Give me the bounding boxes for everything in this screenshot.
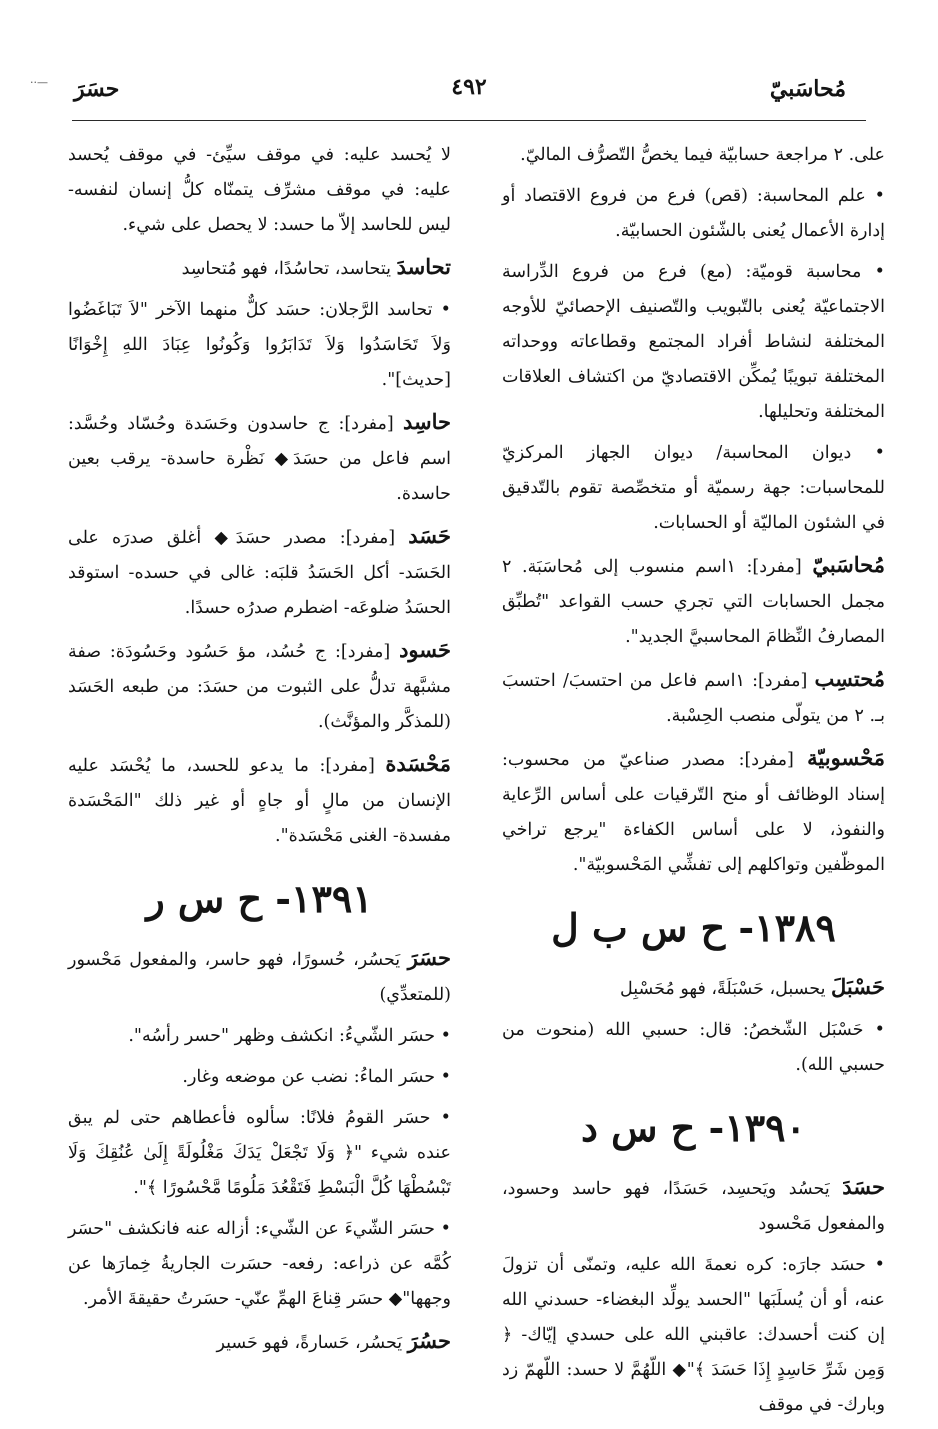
header-right-guide-word: مُحاسَبيّ (769, 76, 846, 102)
entry-headword: حسُرَ (407, 1328, 451, 1353)
entry-definition: [مفرد]: مصدر صناعيّ من محسوب: إسناد الوظائف أو منح التّرقيات على أساس الرِّعاية والنفوذ، لا على أساس الكفاءة "يرجع تراخي الموظّفين وتواكلهم إلى تفشِّي المَحْسوبيّة". (502, 750, 885, 875)
dictionary-entry (68, 632, 451, 740)
entry-definition: يَحسُر، حُسورًا، فهو حاسر، والمفعول مَحْسور (للمتعدِّي) (68, 950, 451, 1005)
entry-headword: حاسِد (403, 409, 451, 434)
definition-text: • حسَر القومُ فلانًا: سألوه فأعطاهم حتى لم يبق عنده شيء "﴿ وَلَا تَجْعَلْ يَدَكَ مَغْلُولَةً إِلَىٰ عُنُقِكَ وَلَا تَبْسُطْهَا كُلَّ الْبَسْطِ فَتَقْعُدَ مَلُومًا مَّحْسُورًا ﴾". (68, 1108, 451, 1198)
dictionary-entry (502, 969, 885, 1007)
entry-definition: [مفرد]: ج حُسُد، مؤ حَسُود وحَسُودَة: صفة مشبَّهة تدلُّ على الثبوت من حسَدَ: من طبعه الحَسَد (للمذكَّر والمؤنَّث). (68, 642, 451, 732)
entry-headword: مُحتسِب (814, 666, 885, 691)
root-section-heading: ١٣٨٩- ح س ب ل (551, 905, 836, 950)
entry-definition: يَحسُر، حَسارةً، فهو حَسير (216, 1333, 408, 1353)
entry-definition: يتحاسد، تحاسُدًا، فهو مُتحاسِد (181, 259, 397, 279)
definition-text: • حسَر الماءُ: نضب عن موضعه وغار. (182, 1067, 451, 1087)
entry-headword: حَسْبَلَ (831, 974, 885, 999)
page-header (70, 58, 868, 108)
dictionary-entry (68, 518, 451, 626)
entry-definition: [مفرد]: مصدر حسَدَ◆ أغلق صدرَه على الحَسَد- أكل الحَسَدُ قلبَه: غالى في حسده- استوقد الحسَدُ ضلوعَه- اضطرم صدرُه حسدًا. (68, 528, 451, 618)
entry-headword: مَحْسوبيّة (807, 745, 885, 770)
definition-text: • تحاسد الرَّجلان: حسَد كلٌّ منهما الآخر "لاَ تَبَاغَضُوا وَلاَ تَحَاسَدُوا وَلاَ تَدَابَرُوا وَكُونُوا عِبَادَ اللهِ إِخْوَانًا [حديث]". (68, 300, 451, 390)
corner-mark: —·· (30, 76, 48, 89)
root-section-heading: ١٣٩٠- ح س د (581, 1105, 806, 1150)
definition-text: على. ٢ مراجعة حسابيّة فيما يخصُّ التّصرُّف الماليّ. (520, 145, 885, 165)
entry-definition: [مفرد]: ١اسم منسوب إلى مُحاسَبَة. ٢ مجمل الحسابات التي تجري حسب القواعد "تُطبِّق المصارفُ النِّظامَ المحاسبيَّ الجديد". (502, 557, 885, 647)
dictionary-entry (68, 249, 451, 287)
definition-text: لا يُحسد عليه: في موقف سيِّئ- في موقف يُحسد عليه: في موقف مشرِّف يتمنّاه كلُّ إنسان لنفسه- ليس للحاسد إلاّ ما حسد: لا يحصل على شيء. (68, 145, 451, 235)
entry-definition: [مفرد]: ما يدعو للحسد، ما يُحْسَد عليه الإنسان من مالٍ أو جاهٍ أو غير ذلك "المَحْسَدة مفسدة- الغنى مَحْسَدة". (68, 756, 451, 846)
entry-headword: مَحْسَدة (385, 751, 451, 776)
entry-definition: يَحسُد ويَحسِد، حَسَدًا، فهو حاسد وحسود، والمفعول مَحْسود (502, 1179, 885, 1234)
definition-text: • حَسْبَل الشّخصُ: قال: حسبي الله (منحوت من حسبي الله). (502, 1020, 885, 1075)
entry-headword: حَسود (399, 637, 451, 662)
entry-headword: تحاسدَ (396, 254, 451, 279)
definition-text: • حسَر الشّيءَ عن الشّيء: أزاله عنه فانكشف "حسَر كُمَّه عن ذراعه: رفعه- حسَرت الجاريةُ خِمارَها عن وجهها"◆ حسَر قِناعَ الهمِّ عنّي- حسَرتُ حقيقةَ الأمر. (68, 1219, 451, 1309)
dictionary-entry (502, 740, 885, 883)
definition-text: • حسَر الشّيءُ: انكشف وظهر "حسر رأسُه". (128, 1026, 451, 1046)
root-section-heading: ١٣٩١- ح س ر (146, 876, 373, 921)
entry-headword: حَسَد (408, 523, 451, 548)
definition-text: • علم المحاسبة: (قص) فرع من فروع الاقتصاد أو إدارة الأعمال يُعنى بالشّئون الحسابيّة. (502, 186, 885, 241)
entry-headword: حسَرَ (407, 945, 451, 970)
dictionary-entry (68, 746, 451, 854)
page-number: ٤٩٢ (451, 74, 487, 100)
definition-text: • محاسبة قوميّة: (مع) فرع من فروع الدِّراسة الاجتماعيّة يُعنى بالتّبويب والتّصنيف الإحصائيّ للأوجه المختلفة لنشاط أفراد المجتمع وقطاعاته ووحداته المختلفة تبويبًا يُمكِّن الاقتصاديّ من اكتشاف العلاقات المختلفة وتحليلها. (502, 262, 885, 422)
dictionary-entry (502, 661, 885, 734)
right-column (502, 138, 885, 1429)
dictionary-entry (502, 1169, 885, 1242)
entry-definition: يحسبل، حَسْبَلَةً، فهو مُحَسْبِل (619, 979, 832, 999)
dictionary-entry (502, 547, 885, 655)
header-left-guide-word: حسَرَ (74, 76, 120, 102)
entry-definition: [مفرد]: ج حاسدون وحَسَدة وحُسّاد وحُسَّد: اسم فاعل من حسَدَ◆ نَظْرة حاسدة- يرقب بعين حاسدة. (68, 414, 451, 504)
entry-headword: حسَدَ (842, 1174, 885, 1199)
definition-text: • حسَد جارَه: كره نعمةَ الله عليه، وتمنّى أن تزولَ عنه، أو أن يُسلَبَها "الحسد يولِّد البغضاء- حسدني الله إن كنت أحسدك: عاقبني الله على حسدي إيّاك- ﴿ وَمِن شَرِّ حَاسِدٍ إِذَا حَسَدَ ﴾"◆ اللّهُمَّ لا حسد: اللّهمّ زد وبارك- في موقف (502, 1255, 885, 1415)
header-rule (72, 120, 866, 121)
left-column (68, 138, 451, 1367)
dictionary-entry (68, 404, 451, 512)
dictionary-entry (68, 1323, 451, 1361)
definition-text: • ديوان المحاسبة/ ديوان الجهاز المركزيّ للمحاسبات: جهة رسميّة أو متخصِّصة تقوم بالتّدقيق في الشئون الماليّة أو الحسابات. (502, 443, 885, 533)
dictionary-entry (68, 940, 451, 1013)
entry-headword: مُحاسَبيّ (812, 552, 885, 577)
entry-definition: [مفرد]: ١اسم فاعل من احتسبَ/ احتسبَ بـ. ٢ من يتولّى منصب الحِسْبة. (502, 671, 885, 726)
